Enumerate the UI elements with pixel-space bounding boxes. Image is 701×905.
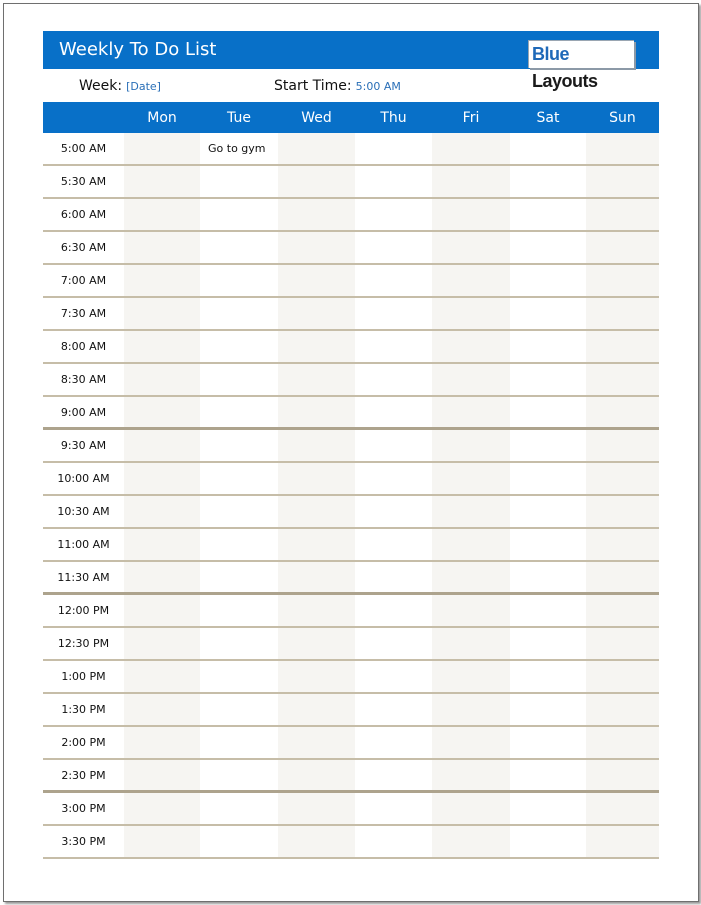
- day-header-mon: Mon: [147, 110, 177, 126]
- time-slot-label: 5:00 AM: [60, 142, 107, 155]
- table-row: [43, 826, 659, 859]
- task-cell-fri[interactable]: [432, 793, 510, 824]
- task-cell-wed[interactable]: [278, 199, 355, 230]
- task-cell-fri[interactable]: [432, 430, 510, 461]
- time-slot-label: 8:00 AM: [60, 340, 107, 353]
- task-cell-fri[interactable]: [432, 529, 510, 560]
- task-cell-sun[interactable]: [586, 562, 659, 592]
- task-cell-thu[interactable]: [355, 496, 432, 527]
- task-cell-sun[interactable]: [586, 529, 659, 560]
- day-header-thu: Thu: [380, 110, 407, 126]
- task-cell-mon[interactable]: [124, 166, 200, 197]
- task-cell-fri[interactable]: [432, 694, 510, 725]
- time-slot-label: 2:30 PM: [61, 769, 106, 782]
- task-cell-mon[interactable]: [124, 331, 200, 362]
- task-cell-fri[interactable]: [432, 133, 510, 164]
- day-header-fri: Fri: [462, 110, 480, 126]
- task-cell-thu[interactable]: [355, 463, 432, 494]
- task-cell-sat[interactable]: [510, 166, 586, 197]
- task-cell-wed[interactable]: [278, 232, 355, 263]
- task-cell-tue[interactable]: [200, 529, 278, 560]
- table-row: [43, 265, 659, 298]
- task-cell-tue[interactable]: [200, 232, 278, 263]
- task-cell-thu[interactable]: [355, 232, 432, 263]
- time-slot-label: 6:30 AM: [60, 241, 107, 254]
- task-cell-wed[interactable]: [278, 331, 355, 362]
- task-cell-mon[interactable]: [124, 628, 200, 659]
- day-header-sun: Sun: [609, 110, 636, 126]
- task-cell-wed[interactable]: [278, 133, 355, 164]
- time-slot-label: 10:00 AM: [57, 472, 110, 485]
- task-cell-tue[interactable]: [200, 463, 278, 494]
- task-cell-thu[interactable]: [355, 298, 432, 329]
- time-slot-label: 7:00 AM: [60, 274, 107, 287]
- table-row: [43, 661, 659, 694]
- task-cell-sun[interactable]: [586, 463, 659, 494]
- task-cell-mon[interactable]: [124, 595, 200, 626]
- task-cell-fri[interactable]: [432, 331, 510, 362]
- task-cell-sun[interactable]: [586, 430, 659, 461]
- task-cell-sun[interactable]: [586, 364, 659, 395]
- task-cell-thu[interactable]: [355, 727, 432, 758]
- task-cell-mon[interactable]: [124, 265, 200, 296]
- task-cell-tue[interactable]: [200, 364, 278, 395]
- task-cell-thu[interactable]: [355, 331, 432, 362]
- task-cell-sun[interactable]: [586, 595, 659, 626]
- task-cell-wed[interactable]: [278, 430, 355, 461]
- task-cell-sat[interactable]: [510, 628, 586, 659]
- task-cell-thu[interactable]: [355, 760, 432, 790]
- task-cell-sun[interactable]: [586, 298, 659, 329]
- task-cell-wed[interactable]: [278, 793, 355, 824]
- task-cell-mon[interactable]: [124, 694, 200, 725]
- task-cell-sat[interactable]: [510, 496, 586, 527]
- task-cell-sat[interactable]: [510, 727, 586, 758]
- task-cell-tue[interactable]: [200, 397, 278, 427]
- task-cell-sun[interactable]: [586, 727, 659, 758]
- task-cell-tue[interactable]: [200, 265, 278, 296]
- task-cell-wed[interactable]: [278, 595, 355, 626]
- day-header-wed: Wed: [301, 110, 332, 126]
- task-cell-fri[interactable]: [432, 661, 510, 692]
- task-cell-sat[interactable]: [510, 595, 586, 626]
- table-row: [43, 628, 659, 661]
- time-slot-label: 12:30 PM: [57, 637, 110, 650]
- task-cell-sat[interactable]: [510, 430, 586, 461]
- task-cell-thu[interactable]: [355, 562, 432, 592]
- time-slot-label: 9:30 AM: [60, 439, 107, 452]
- task-cell-sat[interactable]: [510, 694, 586, 725]
- task-cell-tue[interactable]: [200, 595, 278, 626]
- time-slot-label: 12:00 PM: [57, 604, 110, 617]
- week-value[interactable]: [Date]: [126, 80, 161, 93]
- task-cell-sun[interactable]: [586, 760, 659, 790]
- week-label: Week:: [79, 78, 123, 94]
- task-cell-wed[interactable]: [278, 496, 355, 527]
- task-cell-fri[interactable]: [432, 265, 510, 296]
- task-cell-tue[interactable]: [200, 430, 278, 461]
- task-cell-tue[interactable]: [200, 661, 278, 692]
- task-cell-wed[interactable]: [278, 826, 355, 857]
- time-slot-label: 5:30 AM: [60, 175, 107, 188]
- task-cell-sun[interactable]: [586, 793, 659, 824]
- task-cell-mon[interactable]: [124, 397, 200, 427]
- task-cell-fri[interactable]: [432, 760, 510, 790]
- task-cell-fri[interactable]: [432, 463, 510, 494]
- task-cell-sat[interactable]: [510, 661, 586, 692]
- day-header-row: [43, 102, 659, 133]
- task-cell-sun[interactable]: [586, 265, 659, 296]
- task-cell-mon[interactable]: [124, 727, 200, 758]
- time-slot-label: 3:30 PM: [61, 835, 106, 848]
- task-cell-wed[interactable]: [278, 364, 355, 395]
- table-row: [43, 331, 659, 364]
- task-cell-tue[interactable]: [200, 628, 278, 659]
- task-cell-mon[interactable]: [124, 793, 200, 824]
- task-cell-sat[interactable]: [510, 331, 586, 362]
- time-slot-label: 11:00 AM: [57, 538, 110, 551]
- task-cell-sun[interactable]: [586, 496, 659, 527]
- logo-word-layouts: Layouts: [532, 71, 598, 91]
- task-cell-mon[interactable]: [124, 496, 200, 527]
- task-cell-sun[interactable]: [586, 694, 659, 725]
- table-row: [43, 166, 659, 199]
- task-cell-sat[interactable]: [510, 793, 586, 824]
- task-cell-sun[interactable]: [586, 232, 659, 263]
- table-row: [43, 529, 659, 562]
- task-cell-tue[interactable]: [200, 826, 278, 857]
- task-cell-sat[interactable]: [510, 133, 586, 164]
- task-cell-fri[interactable]: [432, 199, 510, 230]
- task-cell-mon[interactable]: [124, 661, 200, 692]
- task-cell-tue[interactable]: [200, 694, 278, 725]
- task-cell-sat[interactable]: [510, 265, 586, 296]
- task-cell-mon[interactable]: [124, 430, 200, 461]
- task-cell-thu[interactable]: [355, 166, 432, 197]
- task-cell-mon[interactable]: [124, 463, 200, 494]
- task-cell-wed[interactable]: [278, 628, 355, 659]
- task-cell-sun[interactable]: [586, 661, 659, 692]
- task-cell-wed[interactable]: [278, 397, 355, 427]
- day-header-tue: Tue: [227, 110, 251, 126]
- time-slot-label: 1:00 PM: [61, 670, 106, 683]
- schedule-grid: [43, 133, 659, 859]
- time-slot-label: 8:30 AM: [60, 373, 107, 386]
- day-header-sat: Sat: [536, 110, 560, 126]
- task-cell-mon[interactable]: [124, 133, 200, 164]
- task-cell-tue[interactable]: [200, 298, 278, 329]
- task-cell-sat[interactable]: [510, 826, 586, 857]
- table-row: [43, 430, 659, 463]
- start-time-label: Start Time:: [274, 78, 352, 94]
- task-cell-fri[interactable]: [432, 496, 510, 527]
- task-cell-tue[interactable]: [200, 562, 278, 592]
- logo-word-blue: Blue: [532, 44, 570, 64]
- task-cell-fri[interactable]: [432, 298, 510, 329]
- task-cell-sat[interactable]: [510, 760, 586, 790]
- task-cell-wed[interactable]: [278, 694, 355, 725]
- task-cell-sun[interactable]: [586, 397, 659, 427]
- task-cell-tue[interactable]: [200, 496, 278, 527]
- table-row: [43, 727, 659, 760]
- table-row: [43, 463, 659, 496]
- task-cell-tue[interactable]: [200, 727, 278, 758]
- table-row: [43, 562, 659, 595]
- task-cell-wed[interactable]: [278, 562, 355, 592]
- task-cell-sat[interactable]: [510, 199, 586, 230]
- task-cell-wed[interactable]: [278, 166, 355, 197]
- task-cell-sun[interactable]: [586, 166, 659, 197]
- time-slot-label: 10:30 AM: [57, 505, 110, 518]
- task-cell-thu[interactable]: [355, 430, 432, 461]
- task-cell-sat[interactable]: [510, 232, 586, 263]
- time-slot-label: 9:00 AM: [60, 406, 107, 419]
- task-cell-sat[interactable]: [510, 562, 586, 592]
- table-row: [43, 364, 659, 397]
- task-cell-fri[interactable]: [432, 166, 510, 197]
- task-cell-sat[interactable]: [510, 298, 586, 329]
- task-cell-fri[interactable]: [432, 232, 510, 263]
- table-row: [43, 760, 659, 793]
- task-cell-sun[interactable]: [586, 133, 659, 164]
- time-slot-label: 11:30 AM: [57, 571, 110, 584]
- task-cell-tue[interactable]: [200, 760, 278, 790]
- table-row: [43, 694, 659, 727]
- start-time-value[interactable]: 5:00 AM: [355, 80, 401, 93]
- task-cell-thu[interactable]: [355, 364, 432, 395]
- task-cell-fri[interactable]: [432, 727, 510, 758]
- time-slot-label: 1:30 PM: [61, 703, 106, 716]
- task-cell-mon[interactable]: [124, 232, 200, 263]
- task-cell-fri[interactable]: [432, 628, 510, 659]
- task-cell-mon[interactable]: [124, 199, 200, 230]
- time-slot-label: 2:00 PM: [61, 736, 106, 749]
- task-cell-tue[interactable]: [200, 166, 278, 197]
- table-row: [43, 397, 659, 430]
- task-cell-sun[interactable]: [586, 628, 659, 659]
- table-row: [43, 298, 659, 331]
- brand-logo: [528, 40, 634, 91]
- start-time-field: [274, 78, 401, 94]
- task-cell-tue[interactable]: Go to gym: [208, 142, 266, 155]
- task-cell-fri[interactable]: [432, 562, 510, 592]
- time-slot-label: 3:00 PM: [61, 802, 106, 815]
- table-row: [43, 199, 659, 232]
- task-cell-wed[interactable]: [278, 661, 355, 692]
- task-cell-mon[interactable]: [124, 298, 200, 329]
- time-slot-label: 6:00 AM: [60, 208, 107, 221]
- task-cell-thu[interactable]: [355, 133, 432, 164]
- table-row: [43, 793, 659, 826]
- task-cell-mon[interactable]: [124, 760, 200, 790]
- task-cell-tue[interactable]: [200, 199, 278, 230]
- table-row: [43, 232, 659, 265]
- task-cell-wed[interactable]: [278, 727, 355, 758]
- task-cell-sun[interactable]: [586, 199, 659, 230]
- task-cell-sat[interactable]: [510, 529, 586, 560]
- table-row: [43, 133, 659, 166]
- task-cell-sun[interactable]: [586, 331, 659, 362]
- task-cell-wed[interactable]: [278, 298, 355, 329]
- task-cell-thu[interactable]: [355, 397, 432, 427]
- task-cell-thu[interactable]: [355, 694, 432, 725]
- task-cell-wed[interactable]: [278, 529, 355, 560]
- task-cell-fri[interactable]: [432, 397, 510, 427]
- task-cell-tue[interactable]: [200, 331, 278, 362]
- task-cell-thu[interactable]: [355, 529, 432, 560]
- task-cell-mon[interactable]: [124, 826, 200, 857]
- task-cell-mon[interactable]: [124, 364, 200, 395]
- task-cell-fri[interactable]: [432, 826, 510, 857]
- task-cell-thu[interactable]: [355, 595, 432, 626]
- page-title: Weekly To Do List: [59, 39, 217, 60]
- time-slot-label: 7:30 AM: [60, 307, 107, 320]
- task-cell-thu[interactable]: [355, 628, 432, 659]
- task-cell-thu[interactable]: [355, 265, 432, 296]
- table-row: [43, 496, 659, 529]
- task-cell-fri[interactable]: [432, 595, 510, 626]
- task-cell-thu[interactable]: [355, 793, 432, 824]
- task-cell-wed[interactable]: [278, 265, 355, 296]
- task-cell-sat[interactable]: [510, 463, 586, 494]
- task-cell-wed[interactable]: [278, 463, 355, 494]
- task-cell-mon[interactable]: [124, 529, 200, 560]
- task-cell-tue[interactable]: [200, 793, 278, 824]
- task-cell-wed[interactable]: [278, 760, 355, 790]
- task-cell-fri[interactable]: [432, 364, 510, 395]
- week-field: [79, 78, 161, 94]
- table-row: [43, 595, 659, 628]
- task-cell-sat[interactable]: [510, 397, 586, 427]
- task-cell-thu[interactable]: [355, 661, 432, 692]
- task-cell-sun[interactable]: [586, 826, 659, 857]
- task-cell-mon[interactable]: [124, 562, 200, 592]
- task-cell-thu[interactable]: [355, 199, 432, 230]
- task-cell-thu[interactable]: [355, 826, 432, 857]
- task-cell-sat[interactable]: [510, 364, 586, 395]
